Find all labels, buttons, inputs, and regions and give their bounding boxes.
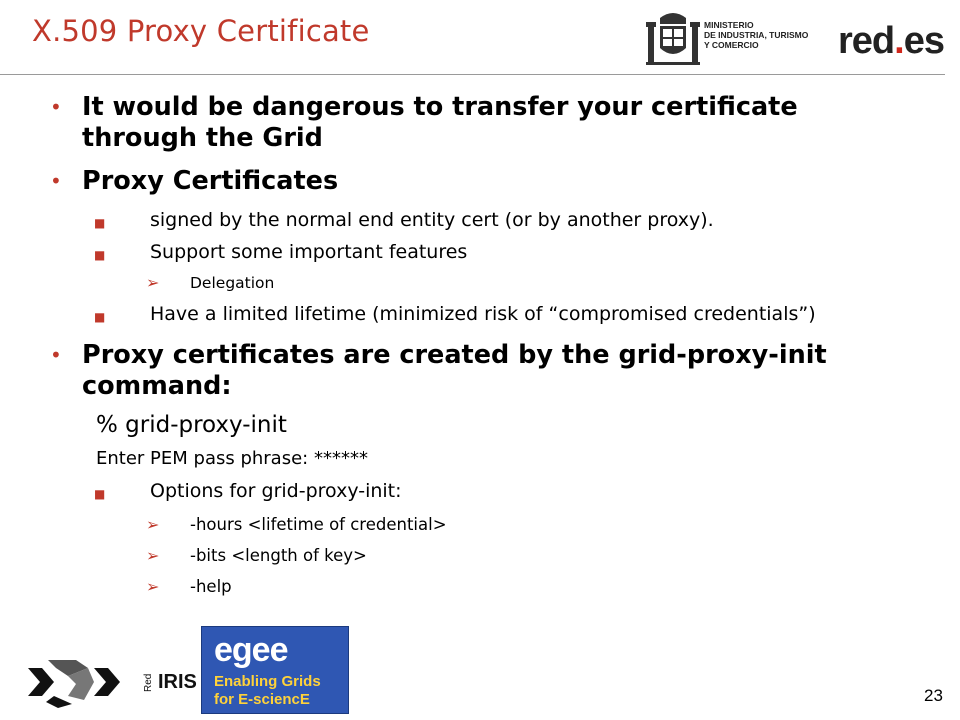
- rediris-mark-icon: [28, 656, 138, 708]
- option-text: -hours <lifetime of credential>: [190, 515, 447, 534]
- ministry-text: [704, 20, 808, 50]
- bullet-text: It would be dangerous to transfer your certificate through the Grid: [82, 92, 798, 153]
- slide-title: X.509 Proxy Certificate: [32, 14, 370, 48]
- option-item: [48, 577, 908, 597]
- bullet-text: Proxy Certificates: [82, 166, 339, 196]
- bullet-item: [48, 92, 908, 154]
- bullet-item: [48, 166, 908, 197]
- page-number: 23: [924, 686, 943, 705]
- coat-of-arms-icon: [646, 10, 700, 68]
- rediris-red-text: Red: [143, 673, 154, 692]
- bullet-item: [48, 340, 908, 402]
- egee-wordmark: egee: [214, 631, 288, 669]
- egee-tagline-line-1: Enabling Grids: [214, 673, 321, 690]
- ministry-line-1: MINISTERIO: [704, 20, 754, 30]
- egee-tagline: [214, 673, 344, 709]
- arrow-bullet-icon: ➢: [146, 577, 160, 596]
- pass-phrase-prompt: Enter PEM pass phrase: ******: [96, 448, 368, 469]
- ministry-line-2: DE INDUSTRIA, TURISMO: [704, 30, 809, 40]
- option-item: [48, 546, 908, 566]
- sub-sub-bullet-item: [48, 273, 908, 293]
- square-bullet-icon: ■: [94, 216, 106, 230]
- square-bullet-icon: ■: [94, 487, 106, 501]
- sub-bullet-text: signed by the normal end entity cert (or by another proxy).: [150, 209, 714, 231]
- bullet-text: Proxy certificates are created by the grid-proxy-init command:: [82, 340, 827, 401]
- header-divider: [0, 74, 945, 75]
- bullet-dot-icon: •: [50, 95, 62, 119]
- bullet-dot-icon: •: [50, 169, 62, 193]
- rediris-iris-text: IRIS: [158, 671, 197, 693]
- sub-bullet-item: [48, 303, 908, 326]
- sub-bullet-item: [48, 241, 908, 264]
- ministry-logo: [646, 10, 821, 68]
- sub-bullet-item: [48, 480, 908, 503]
- rediris-logo: [28, 656, 197, 708]
- option-text: -bits <length of key>: [190, 546, 367, 565]
- arrow-bullet-icon: ➢: [146, 546, 160, 565]
- sub-bullet-text: Support some important features: [150, 241, 468, 263]
- reds-dot: .: [894, 20, 904, 62]
- option-item: [48, 515, 908, 535]
- arrow-bullet-icon: ➢: [146, 273, 160, 292]
- ministry-line-3: Y COMERCIO: [704, 40, 759, 50]
- reds-suffix: es: [903, 20, 944, 62]
- square-bullet-icon: ■: [94, 248, 106, 262]
- egee-tagline-line-2: for E-sciencE: [214, 691, 310, 708]
- reds-prefix: red: [838, 20, 895, 62]
- reds-logo: [838, 20, 944, 63]
- command-line: % grid-proxy-init: [96, 412, 287, 438]
- sub-sub-bullet-text: Delegation: [190, 274, 275, 292]
- option-text: -help: [190, 577, 232, 596]
- sub-bullet-item: [48, 209, 908, 232]
- slide-body: [48, 92, 908, 608]
- square-bullet-icon: ■: [94, 310, 106, 324]
- egee-logo: [201, 626, 349, 714]
- bullet-dot-icon: •: [50, 343, 62, 367]
- sub-bullet-text: Have a limited lifetime (minimized risk of “compromised credentials”): [150, 303, 816, 325]
- sub-bullet-text: Options for grid-proxy-init:: [150, 480, 402, 502]
- arrow-bullet-icon: ➢: [146, 515, 160, 534]
